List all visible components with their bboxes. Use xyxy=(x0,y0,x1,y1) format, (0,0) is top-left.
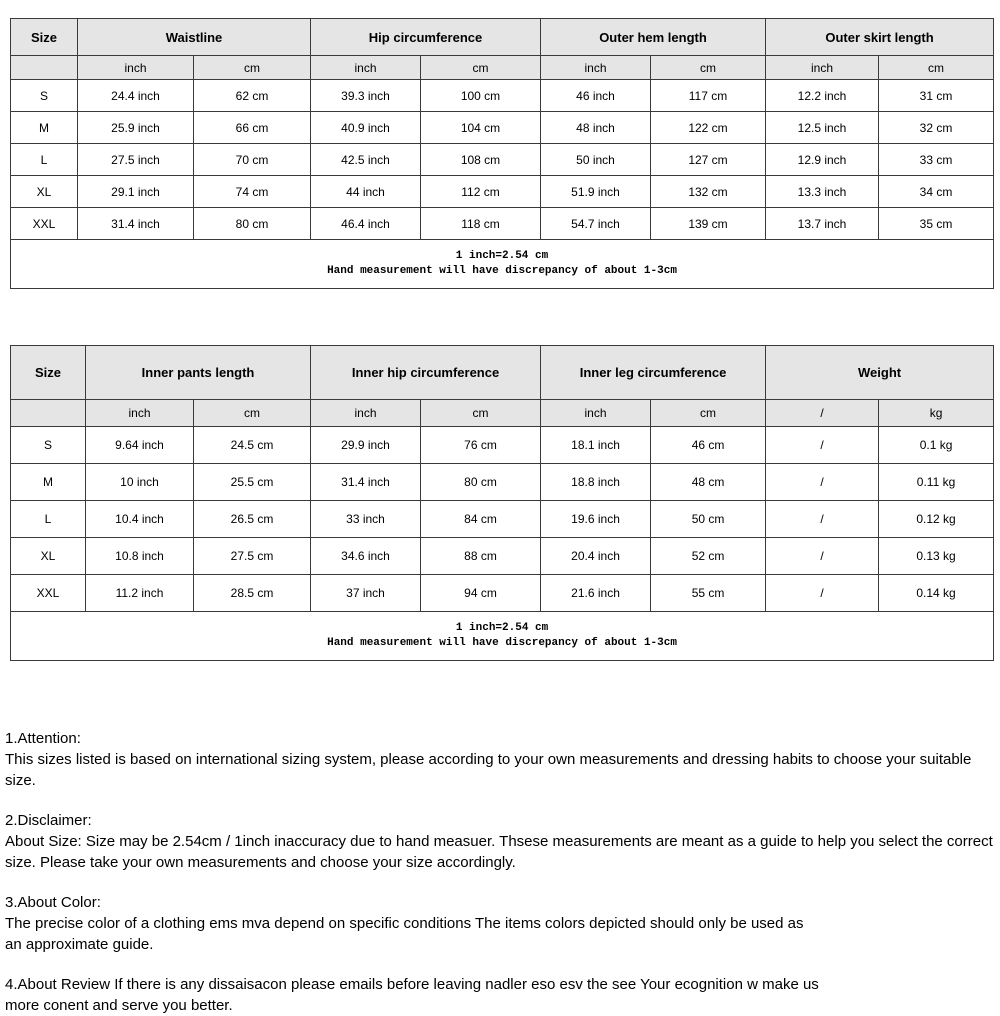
value-cell: 44 inch xyxy=(311,176,421,208)
value-cell: / xyxy=(766,464,879,501)
group-header: Outer skirt length xyxy=(766,19,994,56)
value-cell: 46.4 inch xyxy=(311,208,421,240)
value-cell: 88 cm xyxy=(421,538,541,575)
size-cell: XXL xyxy=(11,575,86,612)
value-cell: 80 cm xyxy=(421,464,541,501)
attention-body: This sizes listed is based on international sizing system, please according to your own measurements and dressing habits to choose your suitable size. xyxy=(5,751,972,789)
table-row xyxy=(11,464,994,501)
value-cell: 29.9 inch xyxy=(311,427,421,464)
value-cell: 0.14 kg xyxy=(879,575,994,612)
value-cell: 13.3 inch xyxy=(766,176,879,208)
value-cell: 18.1 inch xyxy=(541,427,651,464)
table-row xyxy=(11,538,994,575)
value-cell: 139 cm xyxy=(651,208,766,240)
value-cell: 112 cm xyxy=(421,176,541,208)
unit-header: inch xyxy=(78,56,194,80)
value-cell: 29.1 inch xyxy=(78,176,194,208)
table-row xyxy=(11,575,994,612)
unit-header: kg xyxy=(879,400,994,427)
value-cell: 24.5 cm xyxy=(194,427,311,464)
table-row xyxy=(11,80,994,112)
value-cell: 10.8 inch xyxy=(86,538,194,575)
value-cell: 55 cm xyxy=(651,575,766,612)
value-cell: 94 cm xyxy=(421,575,541,612)
value-cell: 19.6 inch xyxy=(541,501,651,538)
value-cell: 12.5 inch xyxy=(766,112,879,144)
unit-header: cm xyxy=(421,400,541,427)
value-cell: 132 cm xyxy=(651,176,766,208)
outer-size-table xyxy=(10,18,994,289)
footnote-row xyxy=(11,612,994,661)
value-cell: 33 cm xyxy=(879,144,994,176)
footnote-line2: Hand measurement will have discrepancy of about 1-3cm xyxy=(327,265,677,277)
size-cell: M xyxy=(11,464,86,501)
unit-header: cm xyxy=(651,400,766,427)
group-header: Outer hem length xyxy=(541,19,766,56)
size-cell: L xyxy=(11,501,86,538)
table-row xyxy=(11,176,994,208)
value-cell: 13.7 inch xyxy=(766,208,879,240)
value-cell: 48 cm xyxy=(651,464,766,501)
unit-header: / xyxy=(766,400,879,427)
value-cell: 11.2 inch xyxy=(86,575,194,612)
value-cell: / xyxy=(766,538,879,575)
value-cell: 100 cm xyxy=(421,80,541,112)
size-cell: XXL xyxy=(11,208,78,240)
value-cell: 42.5 inch xyxy=(311,144,421,176)
table-row xyxy=(11,112,994,144)
footnote-row xyxy=(11,240,994,289)
value-cell: 31 cm xyxy=(879,80,994,112)
value-cell: 0.12 kg xyxy=(879,501,994,538)
unit-header: inch xyxy=(541,400,651,427)
value-cell: 12.9 inch xyxy=(766,144,879,176)
value-cell: 10 inch xyxy=(86,464,194,501)
group-header: Waistline xyxy=(78,19,311,56)
value-cell: 34 cm xyxy=(879,176,994,208)
group-header: Hip circumference xyxy=(311,19,541,56)
table-footnote xyxy=(11,240,994,289)
header-row xyxy=(11,19,994,56)
value-cell: 27.5 inch xyxy=(78,144,194,176)
value-cell: 18.8 inch xyxy=(541,464,651,501)
size-cell: L xyxy=(11,144,78,176)
inner-size-table xyxy=(10,345,994,661)
value-cell: 12.2 inch xyxy=(766,80,879,112)
value-cell: 21.6 inch xyxy=(541,575,651,612)
value-cell: 118 cm xyxy=(421,208,541,240)
table-row xyxy=(11,208,994,240)
unit-header: cm xyxy=(194,400,311,427)
unit-header: inch xyxy=(541,56,651,80)
unit-header: inch xyxy=(766,56,879,80)
value-cell: 25.9 inch xyxy=(78,112,194,144)
value-cell: 51.9 inch xyxy=(541,176,651,208)
value-cell: 24.4 inch xyxy=(78,80,194,112)
value-cell: 9.64 inch xyxy=(86,427,194,464)
unit-header: inch xyxy=(86,400,194,427)
value-cell: 34.6 inch xyxy=(311,538,421,575)
color-body: The precise color of a clothing ems mva depend on specific conditions The items colors depicted should only be used as an approximate guide. xyxy=(5,915,804,953)
unit-header: cm xyxy=(879,56,994,80)
value-cell: 28.5 cm xyxy=(194,575,311,612)
size-cell: XL xyxy=(11,538,86,575)
value-cell: 40.9 inch xyxy=(311,112,421,144)
size-unit-blank xyxy=(11,56,78,80)
disclaimer-body: About Size: Size may be 2.54cm / 1inch inaccuracy due to hand measuer. Thsese measurements are meant as a guide to help you select the correct size. Please take your own measurements and choose your size accordingly. xyxy=(5,833,993,871)
value-cell: 46 inch xyxy=(541,80,651,112)
value-cell: 10.4 inch xyxy=(86,501,194,538)
footnote-line2: Hand measurement will have discrepancy of about 1-3cm xyxy=(327,637,677,649)
value-cell: 74 cm xyxy=(194,176,311,208)
table-row xyxy=(11,427,994,464)
size-column-header: Size xyxy=(11,19,78,56)
unit-header: cm xyxy=(421,56,541,80)
value-cell: 54.7 inch xyxy=(541,208,651,240)
value-cell: 84 cm xyxy=(421,501,541,538)
size-column-header: Size xyxy=(11,346,86,400)
value-cell: 32 cm xyxy=(879,112,994,144)
value-cell: 39.3 inch xyxy=(311,80,421,112)
value-cell: 46 cm xyxy=(651,427,766,464)
value-cell: 20.4 inch xyxy=(541,538,651,575)
value-cell: 108 cm xyxy=(421,144,541,176)
unit-row xyxy=(11,400,994,427)
value-cell: 31.4 inch xyxy=(78,208,194,240)
group-header: Weight xyxy=(766,346,994,400)
value-cell: / xyxy=(766,427,879,464)
value-cell: 0.11 kg xyxy=(879,464,994,501)
value-cell: 50 cm xyxy=(651,501,766,538)
value-cell: 104 cm xyxy=(421,112,541,144)
value-cell: 80 cm xyxy=(194,208,311,240)
unit-header: inch xyxy=(311,56,421,80)
value-cell: / xyxy=(766,501,879,538)
unit-header: cm xyxy=(194,56,311,80)
value-cell: 50 inch xyxy=(541,144,651,176)
disclaimer-title: 2.Disclaimer: xyxy=(5,812,92,829)
value-cell: 117 cm xyxy=(651,80,766,112)
group-header: Inner hip circumference xyxy=(311,346,541,400)
value-cell: / xyxy=(766,575,879,612)
group-header: Inner pants length xyxy=(86,346,311,400)
value-cell: 48 inch xyxy=(541,112,651,144)
value-cell: 27.5 cm xyxy=(194,538,311,575)
size-cell: XL xyxy=(11,176,78,208)
value-cell: 0.13 kg xyxy=(879,538,994,575)
table-row xyxy=(11,144,994,176)
value-cell: 33 inch xyxy=(311,501,421,538)
value-cell: 35 cm xyxy=(879,208,994,240)
group-header: Inner leg circumference xyxy=(541,346,766,400)
notes-section xyxy=(5,728,997,1016)
value-cell: 70 cm xyxy=(194,144,311,176)
value-cell: 37 inch xyxy=(311,575,421,612)
unit-header: inch xyxy=(311,400,421,427)
color-title: 3.About Color: xyxy=(5,894,101,911)
review-body: 4.About Review If there is any dissaisacon please emails before leaving nadler eso esv the see Your ecognition w make us more conent and serve you better. xyxy=(5,976,819,1014)
value-cell: 66 cm xyxy=(194,112,311,144)
unit-header: cm xyxy=(651,56,766,80)
size-cell: S xyxy=(11,427,86,464)
value-cell: 26.5 cm xyxy=(194,501,311,538)
footnote-line1: 1 inch=2.54 cm xyxy=(455,622,549,634)
value-cell: 25.5 cm xyxy=(194,464,311,501)
size-cell: S xyxy=(11,80,78,112)
header-row xyxy=(11,346,994,400)
value-cell: 127 cm xyxy=(651,144,766,176)
value-cell: 52 cm xyxy=(651,538,766,575)
footnote-line1: 1 inch=2.54 cm xyxy=(455,250,549,262)
value-cell: 122 cm xyxy=(651,112,766,144)
size-cell: M xyxy=(11,112,78,144)
table-footnote xyxy=(11,612,994,661)
value-cell: 0.1 kg xyxy=(879,427,994,464)
value-cell: 31.4 inch xyxy=(311,464,421,501)
table-row xyxy=(11,501,994,538)
value-cell: 62 cm xyxy=(194,80,311,112)
attention-title: 1.Attention: xyxy=(5,730,81,747)
unit-row xyxy=(11,56,994,80)
value-cell: 76 cm xyxy=(421,427,541,464)
size-unit-blank xyxy=(11,400,86,427)
